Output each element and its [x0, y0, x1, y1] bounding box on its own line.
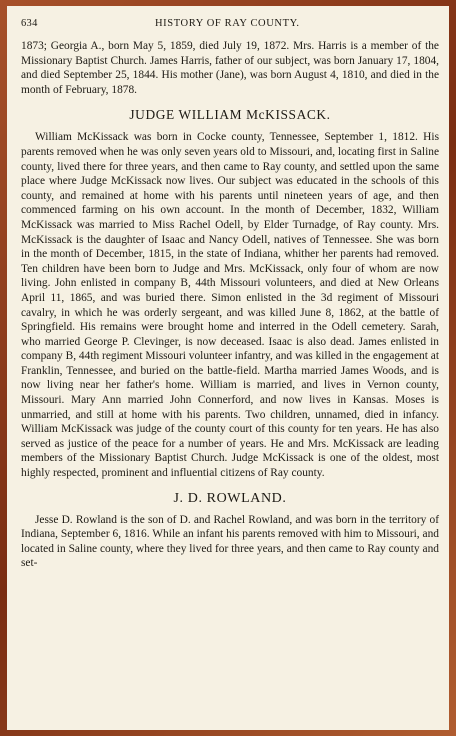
book-page [7, 6, 449, 730]
rowland-paragraph: Jesse D. Rowland is the son of D. and Rachel Rowland, and was born in the territory of Indiana, September 6, 1816. While an infant his parents removed with him to Missouri, and located in Saline county, where they lived for three years, and then came to Ray county and set- [21, 513, 439, 570]
section-heading-rowland: J. D. ROWLAND. [173, 490, 287, 506]
running-title: HISTORY OF RAY COUNTY. [154, 18, 300, 29]
section-heading-mckissack: JUDGE WILLIAM McKISSACK. [129, 107, 331, 123]
intro-paragraph: 1873; Georgia A., born May 5, 1859, died July 19, 1872. Mrs. Harris is a member of the Missionary Baptist Church. James Harris, father of our subject, was born January 17, 1804, and died September 25, 1844. His mother (Jane), was born August 4, 1810, and died in the month of February, 1878. [21, 40, 439, 96]
page-header [21, 18, 439, 29]
page-number: 634 [21, 18, 38, 29]
mckissack-paragraph: William McKissack was born in Cocke county, Tennessee, September 1, 1812. His parents removed when he was only seven years old to Missouri, and, locating first in Saline county, lived there for three years, and then came to Ray county, and settled upon the same place where Judge McKissack now lives. Our subject was educated in the schools of this county, and remained at home with his parents until nineteen years of age, and then commenced farming on his own account. In the month of December, 1832, William McKissack was married to Miss Rachel Odell, by Elder Turnadge, of Ray county. Mrs. McKissack is the daughter of Isaac and Nancy Odell, natives of Tennessee. She was born in the month of December, 1815, in the state of Indiana, whither her parents had removed. Ten children have been born to Judge and Mrs. McKissack, only four of whom are now living. John enlisted in company B, 44th Missouri volunteers, and died at New Orleans April 11, 1865, and was buried there. Simon enlisted in the 3d regiment of Missouri cavalry, in which he was orderly sergeant, and was killed June 8, 1862, at the battle of Springfield. His remains were brought home and interred in the Odell cemetery. Sarah, who married George P. Clevinger, is now deceased. Isaac is also dead. James enlisted in company B, 44th regiment Missouri volunteer infantry, and was killed in the engagement at Franklin, Tennessee, and buried on the battle-field. Martha married James Woods, and is now living near her father's home. William is married, and lives in Vernon county, Missouri. Mary Ann married John Connerford, and now lives in Kansas. Moses is unmarried, and still at home with his parents. Two children, unnamed, died in infancy. William McKissack was judge of the county court of this county for ten years. He has also served as justice of the peace for a number of years. He and Mrs. McKissack are leading members of the Missionary Baptist Church. Judge McKissack is one of the oldest, most highly respected, prominent and influential citizens of Ray county. [21, 131, 439, 480]
